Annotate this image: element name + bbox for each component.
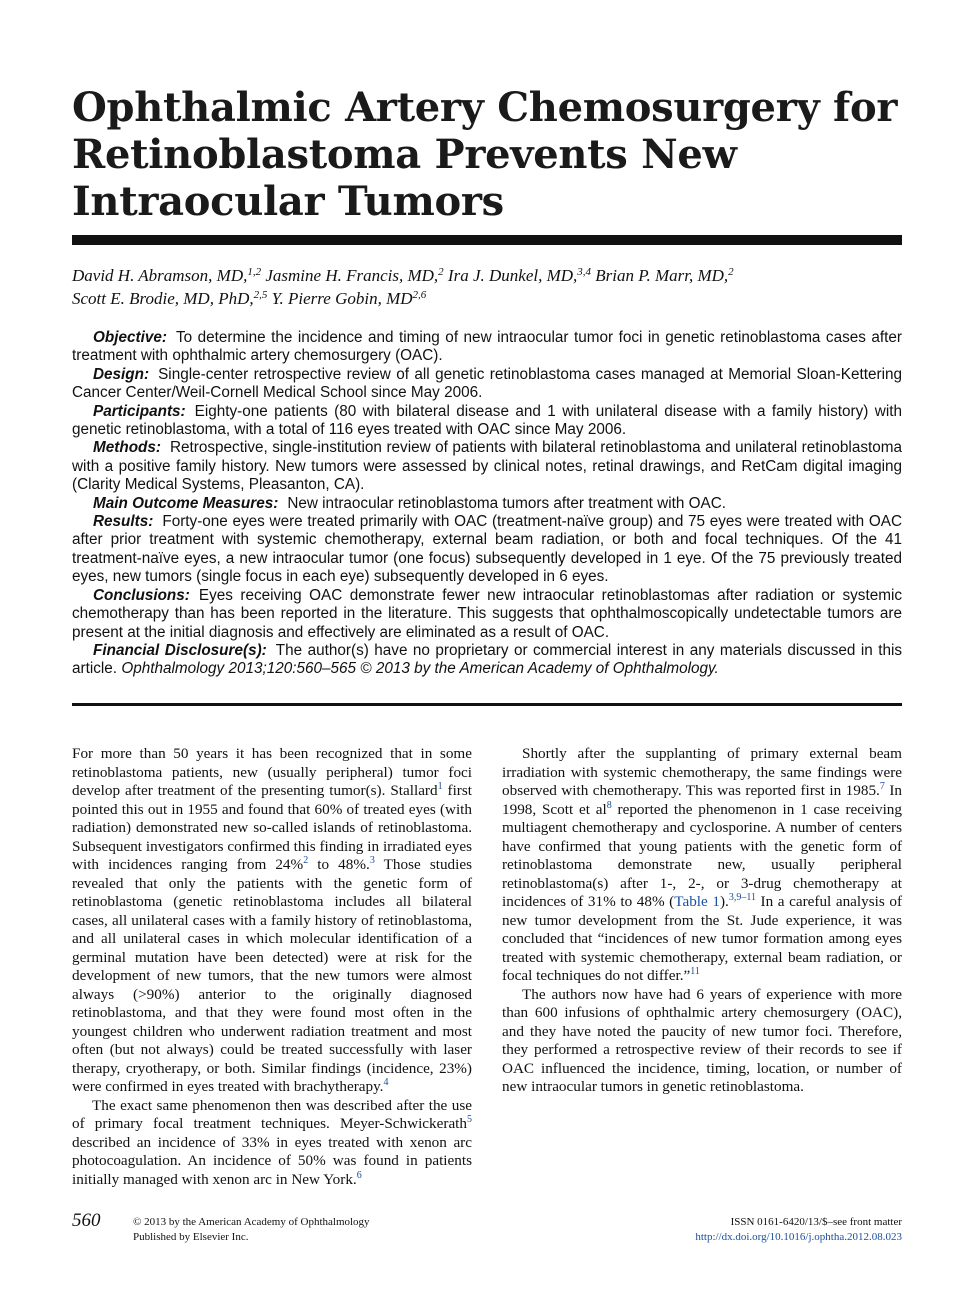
doi-link[interactable]: http://dx.doi.org/10.1016/j.ophtha.2012.08.023 — [695, 1231, 902, 1243]
body-paragraph — [72, 745, 472, 1097]
body-text: Those studies revealed that only the patients with the genetic form of retinoblastoma (genetic retinoblastoma includes all bilateral cases, all unilateral cases with a family history of retinoblastoma, and all unilateral cases in which molecular identification of a germinal mutation have been detected) were at risk for the development of new tumors, that the new tumors were almost always (>90%) anterior to the originally diagnosed retinoblastoma, and that they were found most often in the youngest children who underwent radiation treatment and most often (but not always) could be treated successfully with laser therapy, cryotherapy, or both. Similar findings (incidence, 23%) were confirmed in eyes treated with brachytherapy. — [72, 856, 473, 1095]
abstract-text: Forty-one eyes were treated primarily with OAC (treatment-naïve group) and 75 eyes were treated with OAC after prior treatment with systemic chemotherapy, external beam radiation, or both and focal techniques. Of the 41 treatment-naïve eyes, a new intraocular tumor (one focus) subsequently developed in 1 eye. Of the 75 previously treated eyes, new tumors (single focus in each eye) subsequently developed in 6 eyes. — [72, 513, 902, 586]
author-name: Ira J. Dunkel, MD, — [447, 266, 578, 285]
author-affiliation: 2 — [438, 266, 444, 278]
abstract-methods — [72, 439, 902, 494]
abstract-participants — [72, 403, 902, 440]
journal-citation: Ophthalmology 2013;120:560–565 © 2013 by the American Academy of Ophthalmology. — [121, 660, 719, 678]
abstract-label: Main Outcome Measures: — [93, 494, 279, 512]
body-text: to 48%. — [308, 856, 370, 873]
reference-link[interactable]: 1 — [437, 781, 443, 792]
table-reference-link[interactable]: Table 1 — [674, 893, 720, 910]
abstract-text: The author(s) have no proprietary or commercial interest in any materials discussed in this article. — [72, 641, 903, 678]
author-affiliation: 3,4 — [577, 266, 592, 278]
abstract-divider — [72, 703, 902, 706]
body-text: In 1998, Scott et al — [502, 782, 902, 818]
abstract-text: New intraocular retinoblastoma tumors after treatment with OAC. — [287, 494, 726, 512]
body-column-right — [502, 745, 902, 1097]
abstract-label: Participants: — [93, 402, 186, 420]
abstract-objective — [72, 329, 902, 366]
abstract-disclosure — [72, 642, 902, 679]
abstract-label: Conclusions: — [93, 586, 190, 604]
body-text: For more than 50 years it has been recognized that in some retinoblastoma patients, new (usually peripheral) tumor foci develop after treatment of the presenting tumor(s). Stallard — [72, 745, 472, 799]
author-name: Y. Pierre Gobin, MD — [271, 289, 413, 308]
footer-right — [695, 1215, 902, 1245]
reference-link[interactable]: 5 — [467, 1114, 472, 1125]
author-affiliation: 2,5 — [253, 289, 268, 301]
article-title: Ophthalmic Artery Chemosurgery for Retinoblastoma Prevents New Intraocular Tumors — [72, 84, 898, 225]
author-name: Jasmine H. Francis, MD, — [265, 266, 439, 285]
abstract-label: Financial Disclosure(s): — [93, 641, 267, 659]
reference-link[interactable]: 2 — [303, 855, 309, 866]
abstract-label: Results: — [93, 513, 154, 531]
abstract-design — [72, 366, 902, 403]
body-paragraph — [502, 745, 902, 986]
reference-link[interactable]: 4 — [383, 1077, 389, 1088]
page-number: 560 — [72, 1210, 101, 1231]
author-affiliation: 2,6 — [412, 289, 427, 301]
author-name: Brian P. Marr, MD, — [595, 266, 729, 285]
title-divider — [72, 235, 902, 245]
author-name: Scott E. Brodie, MD, PhD, — [72, 289, 254, 308]
reference-link[interactable]: 3 — [369, 855, 375, 866]
body-text: The exact same phenomenon then was described after the use of primary focal treatment techniques. Meyer-Schwickerath — [72, 1096, 472, 1132]
author-name: David H. Abramson, MD, — [72, 266, 248, 285]
body-text: In a careful analysis of new tumor development from the St. Jude experience, it was concluded that “incidences of new tumor formation among eyes treated with systemic chemotherapy, external beam radiation, or focal techniques do not differ.” — [502, 893, 903, 984]
author-affiliation: 1,2 — [247, 266, 262, 278]
body-text: described an incidence of 33% in eyes treated with xenon arc photocoagulation. An incidence of 50% was found in patients initially managed with xenon arc in New York. — [72, 1133, 472, 1188]
body-column-left — [72, 745, 472, 1189]
issn-text: ISSN 0161-6420/13/$–see front matter — [730, 1216, 902, 1228]
abstract-text: To determine the incidence and timing of new intraocular tumor foci in genetic retinoblastoma cases after treatment with ophthalmic artery chemosurgery (OAC). — [72, 329, 902, 365]
abstract-label: Design: — [93, 365, 150, 383]
abstract-text: Eighty-one patients (80 with bilateral disease and 1 with unilateral disease with a family history) with genetic retinoblastoma, with a total of 116 eyes treated with OAC since May 2006. — [72, 402, 902, 439]
abstract-text: Eyes receiving OAC demonstrate fewer new intraocular retinoblastomas after radiation or systemic chemotherapy than has been reported in the literature. This suggests that ophthalmoscopically undetectable tumors are present at the initial diagnosis and effectively are eliminated as a result of OAC. — [72, 586, 902, 641]
author-affiliation: 2 — [728, 266, 734, 278]
body-text: ). — [719, 893, 729, 910]
author-list — [72, 264, 902, 310]
body-text: first pointed this out in 1955 and found that 60% of treated eyes (with radiation) demonstrated new so-called islands of retinoblastoma. Subsequent investigators confirmed this finding in irradiated eyes with incidences ranging from 24% — [72, 782, 472, 873]
reference-link[interactable]: 11 — [690, 966, 700, 977]
abstract — [72, 329, 902, 679]
body-text: Shortly after the supplanting of primary external beam irradiation with systemic chemotherapy, the same findings were observed with chemotherapy. This was reported first in 1985. — [502, 745, 902, 799]
reference-link[interactable]: 6 — [356, 1169, 362, 1181]
abstract-text: Single-center retrospective review of all genetic retinoblastoma cases managed at Memorial Sloan-Kettering Cancer Center/Weil-Cornell Medical School since May 2006. — [72, 365, 902, 402]
reference-link[interactable]: 8 — [606, 799, 612, 811]
abstract-conclusions — [72, 587, 902, 642]
abstract-label: Objective: — [93, 329, 167, 346]
abstract-text: Retrospective, single-institution review of patients with bilateral retinoblastoma and unilateral retinoblastoma with a positive family history. New tumors were assessed by clinical notes, retinal drawings, and RetCam digital imaging (Clarity Medical Systems, Pleasanton, CA). — [72, 439, 902, 494]
body-paragraph — [72, 1097, 472, 1190]
abstract-results — [72, 513, 902, 587]
body-text: reported the phenomenon in 1 case receiving multiagent chemotherapy and cyclosporine. A number of centers have confirmed that young patients with the genetic form of retinoblastoma demonstrate new, usually peripheral retinoblastoma(s) after 1-, 2-, or 3-drug chemotherapy at incidences of 31% to 48% ( — [502, 800, 902, 910]
body-paragraph: The authors now have had 6 years of experience with more than 600 infusions of ophthalmic artery chemosurgery (OAC), and they have noted the paucity of new tumor foci. Therefore, they performed a retrospective review of their records to see if OAC influenced the incidence, timing, location, or number of new intraocular tumors in genetic retinoblastoma. — [502, 985, 902, 1095]
reference-link[interactable]: 7 — [879, 781, 885, 792]
footer-copyright — [133, 1215, 493, 1245]
abstract-label: Methods: — [93, 439, 161, 457]
publisher-text: Published by Elsevier Inc. — [133, 1231, 249, 1243]
copyright-text: © 2013 by the American Academy of Ophthalmology — [133, 1216, 370, 1228]
abstract-main-outcome — [72, 495, 902, 513]
reference-link[interactable]: 3,9–11 — [728, 892, 756, 903]
